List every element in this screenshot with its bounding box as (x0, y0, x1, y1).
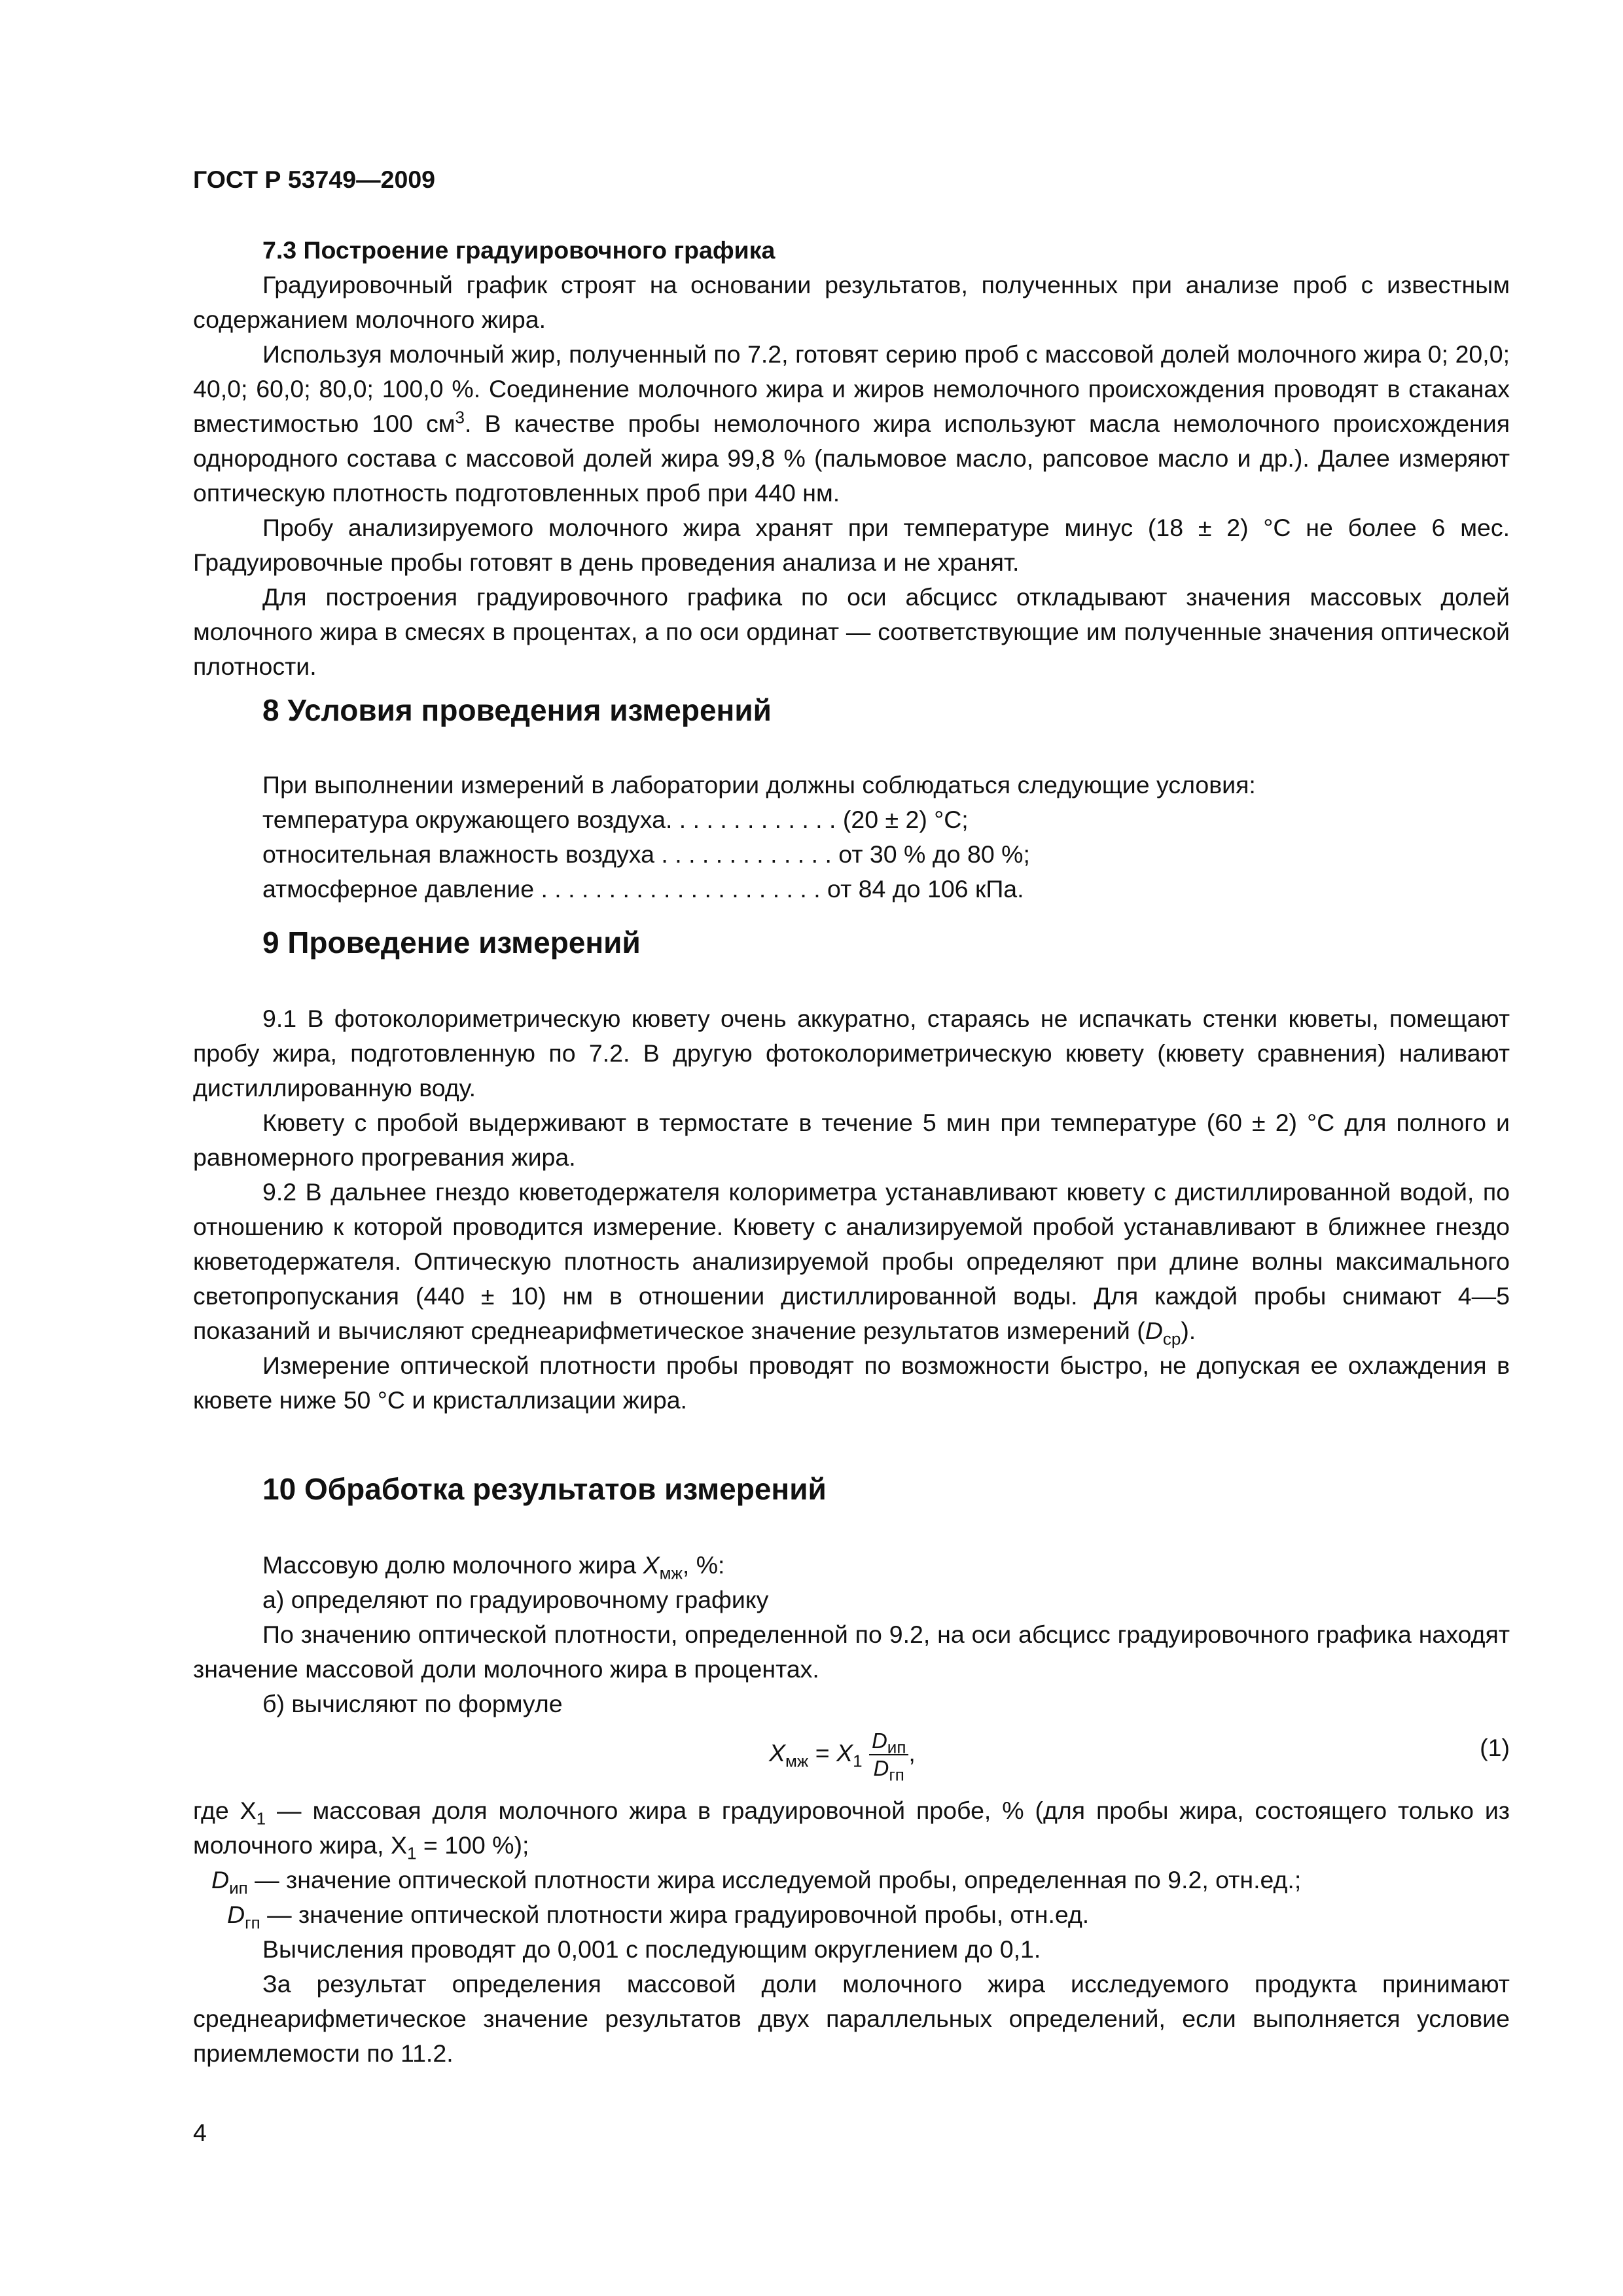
legend-x1: где $X_1$ — массовая доля молочного жира в градуировочной пробе, % (для пробы жира, состоящего только из молочного жира, $X_1 = 100$ %); (193, 1797, 1510, 1863)
paragraph: При выполнении измерений в лаборатории должны соблюдаться следующие условия: (262, 771, 1256, 798)
section-9 (193, 923, 1510, 1418)
document-header: ГОСТ Р 53749—2009 (193, 166, 436, 193)
fraction: $\frac{D_{ип}}{D_{гп}}$ (869, 1728, 908, 1782)
section-7-3 (193, 233, 1510, 684)
page-number: 4 (193, 2119, 207, 2146)
paragraph: Градуировочный график строят на основании результатов, полученных при анализе проб с известным содержанием молочного жира. (193, 271, 1510, 333)
condition-row: атмосферное давление . . . . . . . . . . . . . . . . . . . . . от 84 до 106 кПа. (262, 875, 1024, 903)
condition-row: относительная влажность воздуха . . . . . . . . . . . . . от 30 % до 80 %; (262, 840, 1030, 868)
list-item: а) определяют по градуировочному графику (262, 1586, 769, 1613)
paragraph: Пробу анализируемого молочного жира хранят при температуре минус (18 ± 2) °С не более 6 мес. Градуировочные пробы готовят в день проведения анализа и не хранят. (193, 514, 1510, 576)
paragraph: По значению оптической плотности, определенной по 9.2, на оси абсцисс градуировочного графика находят значение массовой доли молочного жира в процентах. (193, 1621, 1510, 1683)
formula-block (193, 1721, 1510, 1793)
paragraph: Вычисления проводят до 0,001 с последующим округлением до 0,1. (262, 1935, 1041, 1963)
section-8 (193, 691, 1510, 906)
legend-d-gp: $D_{гп}$ — значение оптической плотности жира градуировочной пробы, отн.ед. (227, 1901, 1090, 1933)
paragraph: Кювету с пробой выдерживают в термостате в течение 5 мин при температуре (60 ± 2) °С для полного и равномерного прогревания жира. (193, 1109, 1510, 1171)
condition-row: температура окружающего воздуха. . . . . . . . . . . . . (20 ± 2) °С; (262, 806, 969, 833)
list-item: б) вычисляют по формуле (262, 1690, 563, 1717)
paragraph: 9.2 В дальнее гнездо кюветодержателя колориметра устанавливают кювету с дистиллированной водой, по отношению к которой проводится измерение. Кювету с анализируемой пробой устанавливают в ближнее гнездо кюветодержателя. Оптическую плотность анализируемой пробы определяют при длине волны максимального светопропускания (440 ± 10) нм в отношении дистиллированной воды. Для каждой пробы снимают 4—5 показаний и вычисляют среднеарифметическое значение результатов измерений $(D_{ср})$. (193, 1178, 1510, 1349)
section-heading: 10 Обработка результатов измерений (262, 1472, 827, 1506)
formula-number: (1) (1480, 1734, 1510, 1761)
paragraph: За результат определения массовой доли молочного жира исследуемого продукта принимают среднеарифметическое значение результатов двух параллельных определений, если выполняется условие приемлемости по 11.2. (193, 1970, 1510, 2067)
section-title: 7.3 Построение градуировочного графика (262, 236, 776, 264)
legend-d-ip: $D_{ип}$ — значение оптической плотности жира исследуемой пробы, определенная по 9.2, отн.ед.; (211, 1866, 1302, 1898)
section-heading: 9 Проведение измерений (262, 925, 641, 960)
formula: $X_{мж} = X_1$ $\frac{D_{ип}}{D_{гп}}$ , (769, 1729, 916, 1785)
paragraph: Массовую долю молочного жира $X_{мж}$, %: (262, 1551, 725, 1583)
paragraph: Для построения градуировочного графика по оси абсцисс откладывают значения массовых долей молочного жира в смесях в процентах, а по оси ординат — соответствующие им полученные значения оптической плотности. (193, 583, 1510, 680)
paragraph: 9.1 В фотоколориметрическую кювету очень аккуратно, стараясь не испачкать стенки кюветы, помещают пробу жира, подготовленную по 7.2. В другую фотоколориметрическую кювету (кювету сравнения) наливают дистиллированную воду. (193, 1005, 1510, 1102)
paragraph: Измерение оптической плотности пробы проводят по возможности быстро, не допуская ее охлаждения в кювете ниже 50 °С и кристаллизации жира. (193, 1352, 1510, 1414)
section-heading: 8 Условия проведения измерений (262, 693, 772, 727)
section-10 (193, 1469, 1510, 2071)
paragraph: Используя молочный жир, полученный по 7.2, готовят серию проб с массовой долей молочного жира 0; 20,0; 40,0; 60,0; 80,0; 100,0 %. Соединение молочного жира и жиров немолочного происхождения проводят в стаканах вместимостью 100 $см^3$. В качестве пробы немолочного жира используют масла немолочного происхождения однородного состава с массовой долей жира 99,8 % (пальмовое масло, рапсовое масло и др.). Далее измеряют оптическую плотность подготовленных проб при 440 нм. (193, 340, 1510, 507)
